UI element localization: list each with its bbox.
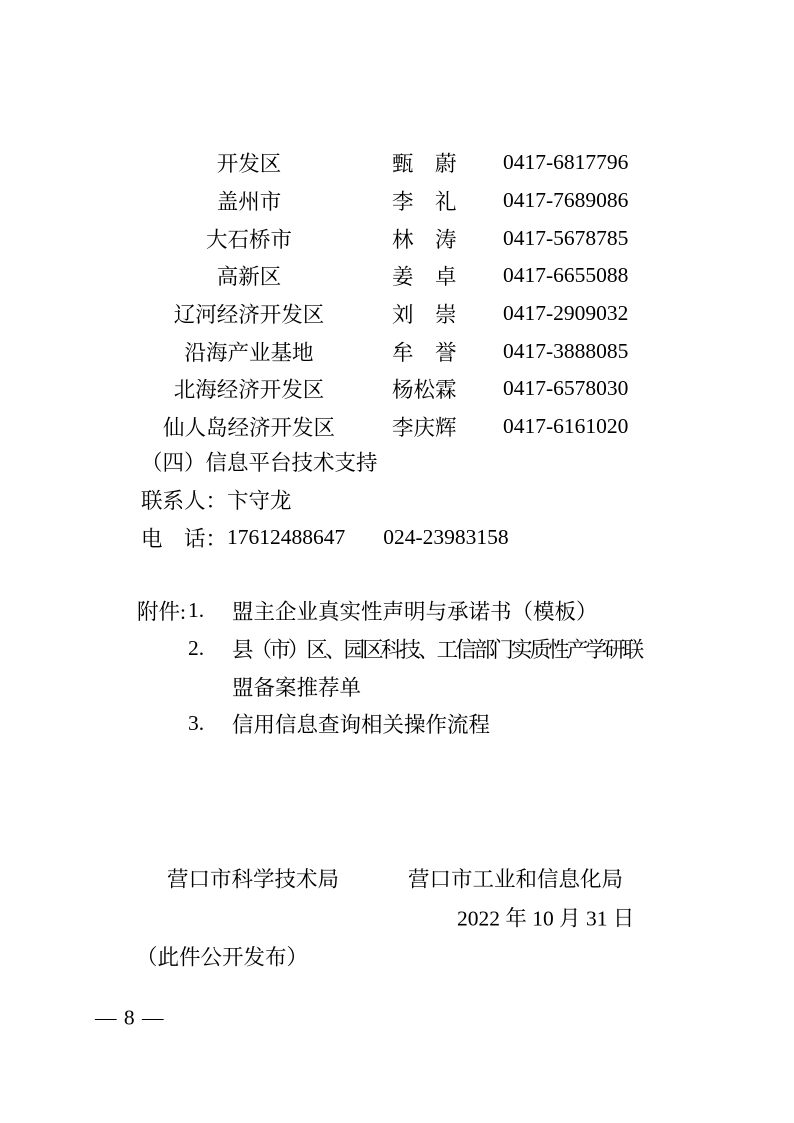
phone-cell: 0417-7689086 <box>503 188 629 213</box>
contact-table <box>140 144 628 446</box>
attachment-title-continued: 盟备案推荐单 <box>232 675 362 700</box>
phone-cell: 0417-5678785 <box>503 225 629 250</box>
attachment-item <box>137 630 641 668</box>
attachments-section <box>137 592 641 743</box>
phone-cell: 0417-3888085 <box>503 338 629 363</box>
district-cell: 高新区 <box>216 265 282 290</box>
phone-cell: 0417-6578030 <box>503 376 629 401</box>
district-cell: 辽河经济开发区 <box>173 303 325 328</box>
district-cell: 盖州市 <box>216 190 282 215</box>
contact-name-cell: 甄 蔚 <box>392 152 457 177</box>
table-row <box>140 332 628 370</box>
attachment-number: 1. <box>188 598 205 623</box>
table-row <box>140 144 628 182</box>
phone-cell: 0417-6161020 <box>503 414 629 439</box>
district-cell: 沿海产业基地 <box>184 340 314 365</box>
attachment-title: 县（市）区、园区科技、工信部门实质性产学研联 <box>232 638 642 663</box>
table-row <box>140 257 628 295</box>
table-row <box>140 219 628 257</box>
contact-name-cell: 牟 誉 <box>392 340 457 365</box>
contact-person-line <box>141 481 509 519</box>
platform-support-section <box>141 443 509 556</box>
phone-cell: 0417-6655088 <box>503 263 629 288</box>
phone-number-landline: 024-23983158 <box>383 524 509 549</box>
district-cell: 开发区 <box>216 152 282 177</box>
section-heading-text: （四）信息平台技术支持 <box>141 451 378 476</box>
contact-name-cell: 刘 崇 <box>392 303 457 328</box>
table-row <box>140 408 628 446</box>
contact-name-cell: 姜 卓 <box>392 265 457 290</box>
issue-date: 2022 年 10 月 31 日 <box>457 906 635 931</box>
district-cell: 大石桥市 <box>205 227 292 252</box>
attachments-label: 附件: <box>137 600 186 625</box>
public-release-note-line <box>0 937 794 975</box>
table-row <box>140 295 628 333</box>
contact-name-cell: 李 礼 <box>392 190 457 215</box>
table-row <box>140 370 628 408</box>
public-release-note: （此件公开发布） <box>136 945 309 970</box>
phone-cell: 0417-6817796 <box>503 150 629 175</box>
section-heading <box>141 443 509 481</box>
contact-name-cell: 李庆辉 <box>392 416 457 441</box>
phone-label: 电 话： <box>141 526 228 551</box>
attachment-title: 信用信息查询相关操作流程 <box>232 713 491 738</box>
phone-line <box>141 518 509 556</box>
table-row <box>140 182 628 220</box>
issuing-agency-left: 营口市科学技术局 <box>167 867 340 892</box>
phone-number-mobile: 17612488647 <box>227 524 346 549</box>
attachment-title: 盟主企业真实性声明与承诺书（模板） <box>232 600 598 625</box>
page-footer <box>0 1005 794 1031</box>
attachment-number: 3. <box>188 711 205 736</box>
attachment-item <box>137 592 641 630</box>
attachment-number: 2. <box>188 636 205 661</box>
attachment-item <box>137 705 641 743</box>
phone-cell: 0417-2909032 <box>503 301 629 326</box>
contact-person-text: 联系人：卞守龙 <box>141 489 292 514</box>
issuing-agency-right: 营口市工业和信息化局 <box>408 867 624 892</box>
date-line <box>0 898 794 936</box>
attachment-item-continuation <box>137 667 641 705</box>
district-cell: 仙人岛经济开发区 <box>162 416 335 441</box>
contact-name-cell: 林 涛 <box>392 227 457 252</box>
page-number: — 8 — <box>95 1005 165 1030</box>
signature-line <box>0 859 794 897</box>
contact-name-cell: 杨松霖 <box>392 378 457 403</box>
district-cell: 北海经济开发区 <box>173 378 325 403</box>
